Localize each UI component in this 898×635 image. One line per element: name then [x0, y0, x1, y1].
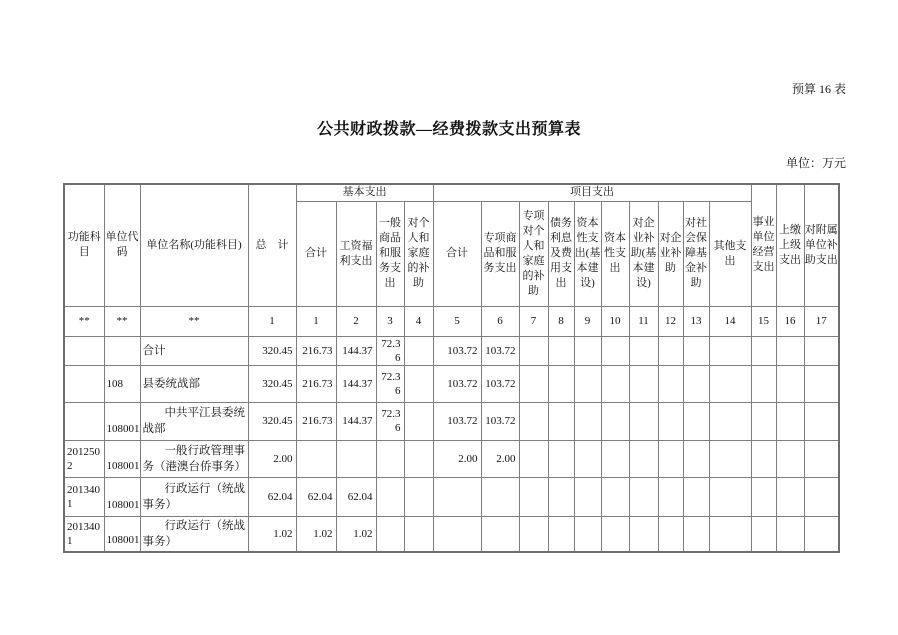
value-cell [629, 477, 658, 516]
value-cell [481, 516, 519, 552]
value-cell [658, 336, 683, 365]
col-header-other-expenditure: 其他支出 [709, 201, 751, 306]
value-cell [629, 402, 658, 440]
col-header-wages-welfare: 工资福利支出 [336, 201, 376, 306]
column-number-cell: 9 [574, 306, 601, 336]
unit-of-measure-note: 单位：万元 [785, 156, 846, 170]
value-cell [376, 477, 404, 516]
column-number-cell: 13 [683, 306, 709, 336]
column-number-cell: 10 [601, 306, 629, 336]
value-cell [804, 516, 839, 552]
value-cell [519, 477, 548, 516]
value-cell [376, 516, 404, 552]
form-number-label: 预算 16 表 [791, 82, 846, 96]
value-cell [404, 440, 433, 477]
value-cell [804, 365, 839, 402]
table-body [64, 336, 839, 552]
value-cell: 103.72 [481, 365, 519, 402]
function-code-cell: 2012502 [64, 440, 104, 477]
value-cell: 1.02 [296, 516, 336, 552]
value-cell [658, 477, 683, 516]
value-cell [404, 365, 433, 402]
value-cell [519, 516, 548, 552]
value-cell [519, 336, 548, 365]
value-cell: 2.00 [433, 440, 481, 477]
value-cell: 216.73 [296, 402, 336, 440]
value-cell [336, 440, 376, 477]
value-cell [601, 516, 629, 552]
value-cell [751, 402, 776, 440]
value-cell [709, 365, 751, 402]
column-number-cell: 3 [376, 306, 404, 336]
value-cell [776, 440, 804, 477]
column-number-cell: 14 [709, 306, 751, 336]
value-cell [776, 516, 804, 552]
unit-name-cell: 行政运行（统战事务） [140, 516, 248, 552]
value-cell: 144.37 [336, 336, 376, 365]
column-number-cell: 1 [296, 306, 336, 336]
value-cell [404, 477, 433, 516]
col-header-upper-level-payment: 上缴上级支出 [776, 184, 804, 306]
value-cell [601, 365, 629, 402]
column-number-cell: 12 [658, 306, 683, 336]
value-cell: 2.00 [481, 440, 519, 477]
value-cell: 72.36 [376, 336, 404, 365]
value-cell [548, 440, 574, 477]
value-cell: 320.45 [248, 336, 296, 365]
col-header-social-security-fund-subsidy: 对社会保障基金补助 [683, 201, 709, 306]
unit-code-cell: 108001 [104, 477, 140, 516]
col-header-capital-expenditure-construction: 资本性支出(基本建设) [574, 201, 601, 306]
value-cell: 62.04 [248, 477, 296, 516]
value-cell [601, 336, 629, 365]
value-cell: 216.73 [296, 365, 336, 402]
value-cell [433, 477, 481, 516]
value-cell [804, 402, 839, 440]
value-cell [376, 440, 404, 477]
value-cell: 1.02 [336, 516, 376, 552]
value-cell [709, 477, 751, 516]
column-number-cell: 2 [336, 306, 376, 336]
value-cell [629, 365, 658, 402]
column-number-cell: ** [64, 306, 104, 336]
column-number-cell: 16 [776, 306, 804, 336]
value-cell: 1.02 [248, 516, 296, 552]
value-cell: 2.00 [248, 440, 296, 477]
unit-code-cell: 108001 [104, 402, 140, 440]
function-code-cell: 2013401 [64, 477, 104, 516]
value-cell [751, 516, 776, 552]
value-cell [433, 516, 481, 552]
value-cell: 62.04 [296, 477, 336, 516]
value-cell [629, 336, 658, 365]
column-number-cell: 11 [629, 306, 658, 336]
value-cell [658, 365, 683, 402]
col-header-operating-expenditure: 事业单位经营支出 [751, 184, 776, 306]
value-cell [751, 477, 776, 516]
budget-table [63, 183, 840, 553]
value-cell [776, 477, 804, 516]
value-cell: 103.72 [481, 336, 519, 365]
column-number-cell: ** [140, 306, 248, 336]
value-cell [574, 516, 601, 552]
col-header-debt-interest-fees: 债务利息及费用支出 [548, 201, 574, 306]
value-cell: 72.36 [376, 365, 404, 402]
col-header-function-code: 功能科目 [64, 184, 104, 306]
col-header-capital-expenditure: 资本性支出 [601, 201, 629, 306]
value-cell [709, 336, 751, 365]
value-cell [574, 440, 601, 477]
col-header-special-individual-family-subsidy: 专项对个人和家庭的补助 [519, 201, 548, 306]
header-row-groups [64, 184, 839, 201]
table-row [64, 402, 839, 440]
table-row [64, 336, 839, 365]
value-cell [776, 336, 804, 365]
col-group-basic-expenditure: 基本支出 [296, 184, 433, 201]
value-cell [683, 336, 709, 365]
function-code-cell [64, 336, 104, 365]
col-header-grand-total: 总 计 [248, 184, 296, 306]
table-row [64, 440, 839, 477]
unit-code-cell: 108001 [104, 440, 140, 477]
unit-code-cell: 108001 [104, 516, 140, 552]
column-number-cell: 15 [751, 306, 776, 336]
value-cell: 103.72 [433, 365, 481, 402]
table-row [64, 365, 839, 402]
value-cell [776, 402, 804, 440]
value-cell [404, 336, 433, 365]
col-header-enterprise-subsidy: 对企业补助 [658, 201, 683, 306]
col-header-project-subtotal: 合计 [433, 201, 481, 306]
value-cell [404, 516, 433, 552]
value-cell [519, 365, 548, 402]
value-cell [804, 336, 839, 365]
value-cell: 216.73 [296, 336, 336, 365]
col-header-special-goods-services: 专项商品和服务支出 [481, 201, 519, 306]
value-cell: 144.37 [336, 402, 376, 440]
value-cell [481, 477, 519, 516]
value-cell: 320.45 [248, 402, 296, 440]
value-cell [574, 477, 601, 516]
table-row [64, 477, 839, 516]
unit-name-cell: 中共平江县委统战部 [140, 402, 248, 440]
col-header-enterprise-subsidy-construction: 对企业补助(基本建设) [629, 201, 658, 306]
value-cell [683, 477, 709, 516]
value-cell [683, 402, 709, 440]
table-row [64, 516, 839, 552]
unit-name-cell: 一般行政管理事务（港澳台侨事务） [140, 440, 248, 477]
value-cell [776, 365, 804, 402]
value-cell [548, 477, 574, 516]
unit-code-cell: 108 [104, 365, 140, 402]
col-header-unit-name: 单位名称(功能科目) [140, 184, 248, 306]
value-cell: 103.72 [433, 402, 481, 440]
value-cell [751, 365, 776, 402]
column-number-row [64, 306, 839, 336]
value-cell [804, 440, 839, 477]
value-cell [574, 402, 601, 440]
col-header-unit-code: 单位代码 [104, 184, 140, 306]
unit-code-cell [104, 336, 140, 365]
column-number-cell: 6 [481, 306, 519, 336]
unit-name-cell: 合计 [140, 336, 248, 365]
unit-name-cell: 县委统战部 [140, 365, 248, 402]
column-number-cell: 1 [248, 306, 296, 336]
value-cell [601, 477, 629, 516]
value-cell [601, 402, 629, 440]
value-cell [751, 440, 776, 477]
value-cell [574, 336, 601, 365]
value-cell [683, 365, 709, 402]
column-number-cell: 8 [548, 306, 574, 336]
column-number-cell: 17 [804, 306, 839, 336]
value-cell [404, 402, 433, 440]
value-cell [709, 440, 751, 477]
col-group-project-expenditure: 项目支出 [433, 184, 751, 201]
col-header-affiliated-subsidy: 对附属单位补助支出 [804, 184, 839, 306]
function-code-cell: 2013401 [64, 516, 104, 552]
value-cell [601, 440, 629, 477]
function-code-cell [64, 402, 104, 440]
column-number-cell: 7 [519, 306, 548, 336]
value-cell: 103.72 [481, 402, 519, 440]
value-cell [751, 336, 776, 365]
value-cell [519, 402, 548, 440]
value-cell [658, 402, 683, 440]
value-cell: 72.36 [376, 402, 404, 440]
value-cell [519, 440, 548, 477]
value-cell [658, 516, 683, 552]
value-cell [548, 365, 574, 402]
page-title: 公共财政拨款—经费拨款支出预算表 [316, 121, 581, 138]
value-cell [296, 440, 336, 477]
value-cell [574, 365, 601, 402]
value-cell [548, 402, 574, 440]
value-cell [683, 440, 709, 477]
col-header-basic-subtotal: 合计 [296, 201, 336, 306]
function-code-cell [64, 365, 104, 402]
column-number-cell: 4 [404, 306, 433, 336]
value-cell: 144.37 [336, 365, 376, 402]
value-cell [709, 516, 751, 552]
value-cell [658, 440, 683, 477]
column-number-cell: 5 [433, 306, 481, 336]
col-header-individual-family-subsidy: 对个人和家庭的补助 [404, 201, 433, 306]
value-cell [548, 336, 574, 365]
value-cell [683, 516, 709, 552]
col-header-general-goods-services: 一般商品和服务支出 [376, 201, 404, 306]
value-cell [629, 440, 658, 477]
value-cell: 62.04 [336, 477, 376, 516]
column-number-cell: ** [104, 306, 140, 336]
unit-name-cell: 行政运行（统战事务） [140, 477, 248, 516]
value-cell [548, 516, 574, 552]
value-cell [804, 477, 839, 516]
value-cell [709, 402, 751, 440]
value-cell: 103.72 [433, 336, 481, 365]
value-cell [629, 516, 658, 552]
value-cell: 320.45 [248, 365, 296, 402]
